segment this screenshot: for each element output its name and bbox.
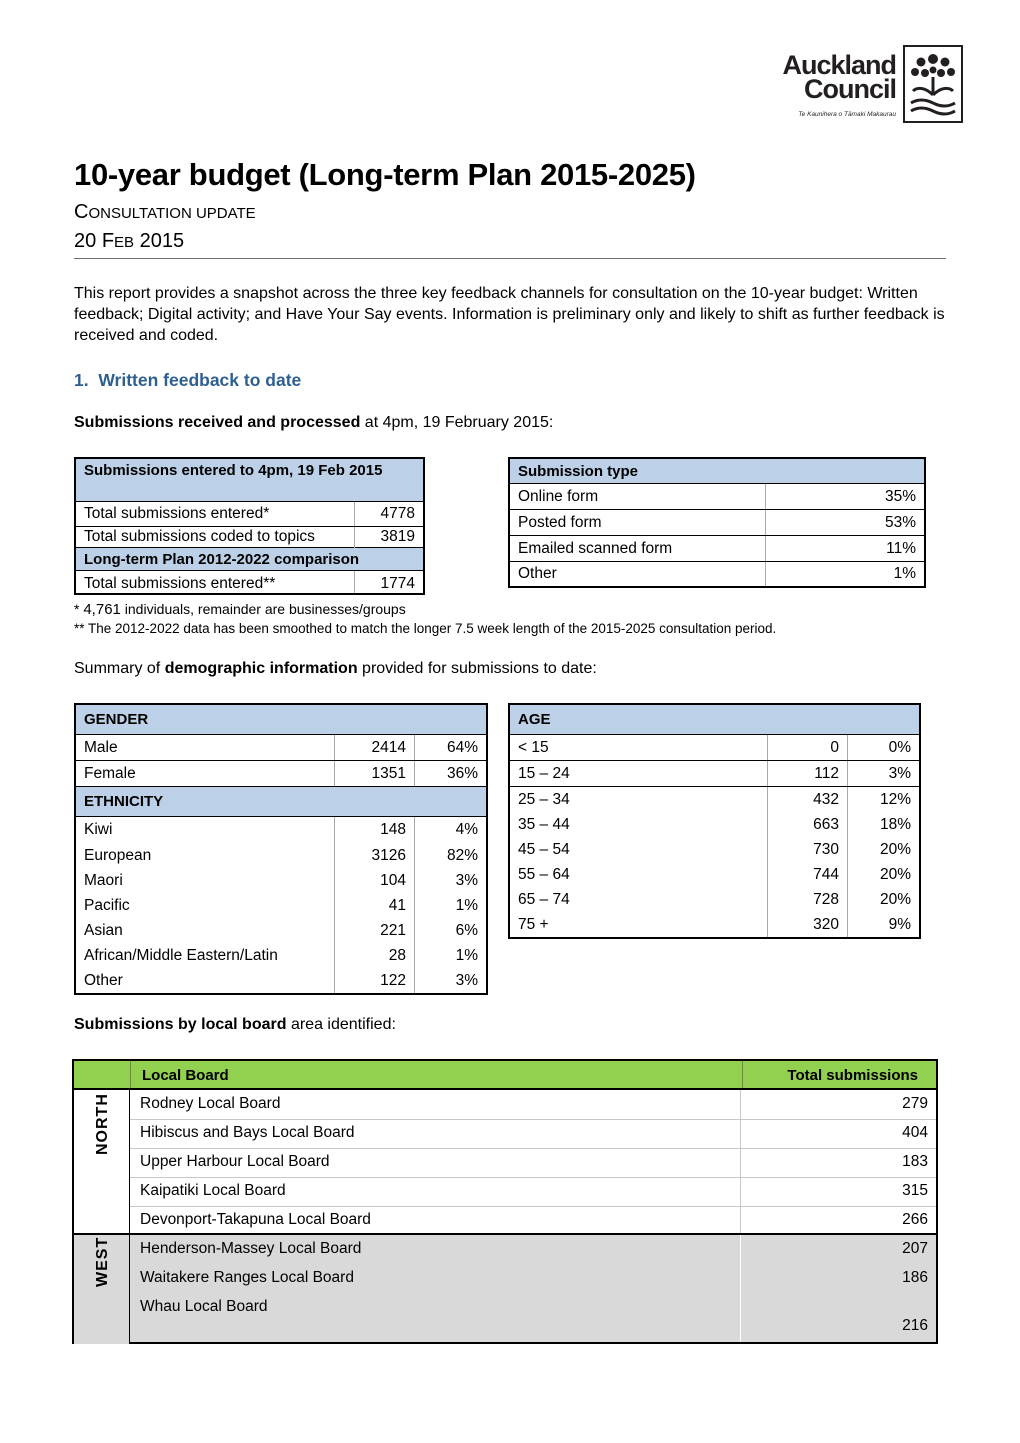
table-row: African/Middle Eastern/Latin 28 1% [75, 943, 487, 968]
table-row: Male 2414 64% [75, 735, 487, 761]
table-row: Whau Local Board 216 [130, 1293, 938, 1344]
table-row: Asian 221 6% [75, 918, 487, 943]
table-row: Maori 104 3% [75, 868, 487, 893]
report-date: 20 FEB 2015 [74, 230, 185, 252]
footnote-individuals: * 4,761 individuals, remainder are businesses/groups [74, 601, 406, 618]
table-row: Other 1% [509, 562, 925, 588]
table-row: Kiwi 148 4% [75, 817, 487, 844]
local-board-intro-line: Submissions by local board area identified: [74, 1016, 396, 1033]
table-row: Hibiscus and Bays Local Board 404 [130, 1119, 938, 1149]
submissions-intro-line: Submissions received and processed at 4pm, 19 February 2015: [74, 414, 554, 431]
table-row: 45 – 54 730 20% [509, 837, 920, 862]
table-row: Waitakere Ranges Local Board 186 [130, 1264, 938, 1294]
table-row: European 3126 82% [75, 843, 487, 868]
table-row: 25 – 34 432 12% [509, 787, 920, 813]
table-row: Rodney Local Board 279 [130, 1090, 938, 1120]
submissions-entered-header: Submissions entered to 4pm, 19 Feb 2015 [75, 458, 424, 502]
local-board-table-header [72, 1059, 938, 1090]
table-row: < 15 0 0% [509, 735, 920, 761]
page-title: 10-year budget (Long-term Plan 2015-2025) [74, 157, 696, 192]
intro-paragraph: This report provides a snapshot across the three key feedback channels for consultation on the 10-year budget: Written feedback; Digital activity; and Have Your Say events. Information is preliminary only and likely to shift as further feedback is received and coded. [74, 285, 945, 344]
title-divider [74, 258, 946, 259]
page-subtitle: CONSULTATION UPDATE [74, 201, 256, 223]
table-row: Henderson-Massey Local Board 207 [130, 1235, 938, 1265]
region-west [72, 1235, 130, 1344]
footnote-smoothing: ** The 2012-2022 data has been smoothed to match the longer 7.5 week length of the 2015-2025 consultation period. [74, 621, 777, 636]
table-row: 55 – 64 744 20% [509, 862, 920, 887]
table-row: 75 + 320 9% [509, 912, 920, 938]
submissions-entered-table [74, 457, 425, 595]
table-row: Female 1351 36% [75, 761, 487, 787]
table-row: Emailed scanned form 11% [509, 536, 925, 562]
age-table [508, 703, 921, 939]
table-row: Total submissions coded to topics 3819 [75, 527, 424, 548]
column-header-local-board: Local Board [142, 1067, 229, 1084]
table-row: Other 122 3% [75, 968, 487, 994]
column-header-total-submissions: Total submissions [787, 1067, 918, 1084]
age-header: AGE [509, 704, 920, 735]
demographic-intro-line: Summary of demographic information provided for submissions to date: [74, 660, 597, 677]
region-label-north: NORTH [94, 1093, 111, 1155]
region-label-west: WEST [94, 1236, 111, 1287]
submission-type-table [508, 457, 926, 588]
table-row: Pacific 41 1% [75, 893, 487, 918]
table-row: Kaipatiki Local Board 315 [130, 1177, 938, 1207]
section-heading-written-feedback: 1. Written feedback to date [74, 370, 302, 390]
table-row: 65 – 74 728 20% [509, 887, 920, 912]
logo-tagline: Te Kaunihera o Tāmaki Makaurau [798, 111, 896, 118]
auckland-council-logo [766, 45, 963, 123]
table-row: Online form 35% [509, 484, 925, 510]
pohutukawa-emblem-icon [903, 45, 963, 123]
comparison-header: Long-term Plan 2012-2022 comparison [75, 548, 424, 571]
table-row: 35 – 44 663 18% [509, 812, 920, 837]
table-row: Posted form 53% [509, 510, 925, 536]
region-north [72, 1090, 130, 1233]
table-row: Upper Harbour Local Board 183 [130, 1148, 938, 1178]
table-row: Devonport-Takapuna Local Board 266 [130, 1206, 938, 1235]
gender-header: GENDER [75, 704, 487, 735]
submission-type-header: Submission type [509, 458, 925, 484]
table-row: 15 – 24 112 3% [509, 761, 920, 787]
gender-ethnicity-table [74, 703, 488, 995]
logo-wordmark: Auckland Council [782, 50, 896, 104]
table-row: Total submissions entered** 1774 [75, 571, 424, 595]
ethnicity-header: ETHNICITY [75, 787, 487, 817]
table-row: Total submissions entered* 4778 [75, 502, 424, 527]
